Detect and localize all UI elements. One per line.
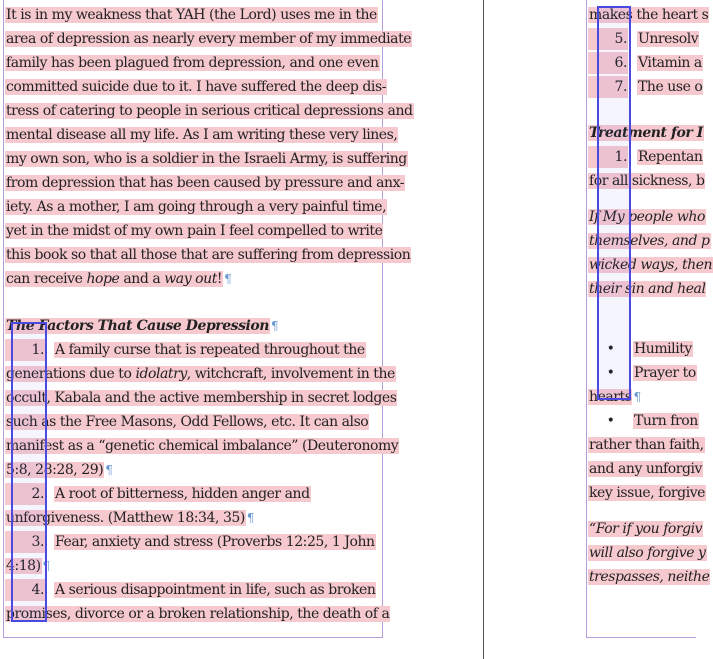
list-item (5, 531, 376, 553)
column-selection-frame[interactable] (11, 322, 47, 622)
line-text: manifest as a “genetic chemical imbalance” (Deuteronomy (6, 438, 399, 454)
line-text: Humility (634, 341, 692, 357)
list-number: 5. (588, 28, 628, 50)
line-text: such as the Free Masons, Odd Fellows, etc. It can also (6, 414, 369, 430)
line-text: The use o (638, 79, 703, 95)
emphasis-idolatry: idolatry (135, 366, 187, 382)
body-line (5, 100, 414, 122)
pilcrow-mark: ¶ (633, 390, 641, 404)
list-number: 2. (5, 483, 45, 505)
line-text: this book so that all those that are suffering from depression (6, 247, 411, 263)
quote-text: “For if you forgiv (589, 521, 703, 537)
text-run: generations due to (6, 366, 136, 382)
line-text: 5:8, 28:28, 29) (6, 462, 104, 478)
body-line-last (5, 268, 231, 290)
line-text: yet in the midst of my own pain I feel compelled to write (6, 223, 383, 239)
line-text: Fear, anxiety and stress (Proverbs 12:25, 1 John (55, 534, 375, 550)
line-text: committed suicide due to it. I have suffered the deep dis- (6, 79, 386, 95)
list-item-line (5, 411, 369, 433)
pilcrow-mark: ¶ (246, 511, 255, 525)
body-line (588, 482, 706, 504)
line-text: A serious disappointment in life, such as broken (55, 582, 376, 598)
bullet-mark: • (606, 413, 615, 429)
body-line (5, 28, 412, 50)
line-text: Turn fron (634, 413, 698, 429)
body-line (5, 196, 387, 218)
column-selection-frame[interactable] (597, 6, 631, 400)
line-text: Repentan (638, 149, 703, 165)
list-item-line (5, 435, 399, 457)
bullet-mark: • (606, 365, 615, 381)
verse-text: their sin and heal (589, 281, 706, 297)
line-text: from depression that has been caused by pressure and anx- (6, 175, 405, 191)
line-text: rather than faith, (589, 437, 704, 453)
list-item (5, 339, 366, 361)
heading-text: The Factors That Cause Depression (6, 318, 270, 334)
list-item (5, 483, 311, 505)
quote-line (588, 542, 707, 564)
body-line (5, 52, 380, 74)
bullet-item (588, 410, 699, 432)
text-run: , witchcraft, involvement in the (186, 366, 395, 382)
line-text: occult, Kabala and the active membership in secret lodges (6, 390, 397, 406)
body-line (5, 124, 398, 146)
pilcrow-mark: ¶ (271, 319, 279, 333)
line-text: unforgiveness. (Matthew 18:34, 35) (6, 510, 245, 526)
list-item-line (5, 603, 390, 625)
line-text: Unresolv (638, 31, 699, 47)
verse-text: themselves, and p (589, 233, 710, 249)
bullet-mark: • (606, 341, 615, 357)
list-number: 3. (5, 531, 45, 553)
text-run: ! (216, 271, 223, 287)
emphasis-way-out: way out (164, 271, 217, 287)
line-text: hearts (589, 389, 632, 405)
list-item-line (5, 387, 397, 409)
pilcrow-mark: ¶ (42, 559, 50, 573)
quote-text: will also forgive y (589, 545, 706, 561)
list-number: 1. (588, 146, 628, 168)
line-text: promises, divorce or a broken relationship, the death of a (6, 606, 390, 622)
body-line (5, 76, 387, 98)
quote-line (588, 518, 703, 540)
body-line (5, 220, 383, 242)
quote-text: trespasses, neithe (589, 569, 710, 585)
line-text: A family curse that is repeated throughout the (55, 342, 365, 358)
body-line (5, 172, 405, 194)
line-text: iety. As a mother, I am going through a very painful time, (6, 199, 387, 215)
body-line (5, 4, 378, 26)
line-text: 4:18) (6, 558, 41, 574)
line-text: It is in my weakness that YAH (the Lord) uses me in the (6, 7, 377, 23)
heading-text: Treatment for I (589, 125, 703, 141)
list-number: 6. (588, 52, 628, 74)
list-number: 7. (588, 76, 628, 98)
body-line (5, 244, 411, 266)
left-page[interactable] (3, 0, 413, 638)
line-text: and any unforgiv (589, 461, 702, 477)
text-run: can receive (6, 271, 87, 287)
verse-text: If My people who (589, 209, 705, 225)
pilcrow-mark: ¶ (224, 272, 232, 286)
line-text: A root of bitterness, hidden anger and (55, 486, 310, 502)
line-text: Vitamin a (638, 55, 702, 71)
list-number: 1. (5, 339, 45, 361)
pilcrow-mark: ¶ (105, 463, 113, 477)
body-line (588, 458, 703, 480)
line-text: tress of catering to people in serious critical depressions and (6, 103, 413, 119)
line-text: for all sickness, b (589, 173, 705, 189)
list-item-line (5, 363, 396, 385)
quote-line (588, 566, 710, 588)
line-text: family has been plagued from depression, and one even (6, 55, 379, 71)
body-line (5, 148, 408, 170)
list-item (5, 579, 376, 601)
list-number: 4. (5, 579, 45, 601)
body-line (588, 434, 705, 456)
verse-text: wicked ways, then (589, 257, 713, 273)
line-text: mental disease all my life. As I am writing these very lines, (6, 127, 398, 143)
page-spine-divider (483, 0, 484, 659)
line-text: makes the heart s (589, 7, 709, 23)
line-text: Prayer to (634, 365, 696, 381)
line-text: key issue, forgive (589, 485, 706, 501)
text-run: and a (119, 271, 165, 287)
line-text: area of depression as nearly every member of my immediate (6, 31, 412, 47)
emphasis-hope: hope (86, 271, 120, 287)
line-text: my own son, who is a soldier in the Israeli Army, is suffering (6, 151, 407, 167)
